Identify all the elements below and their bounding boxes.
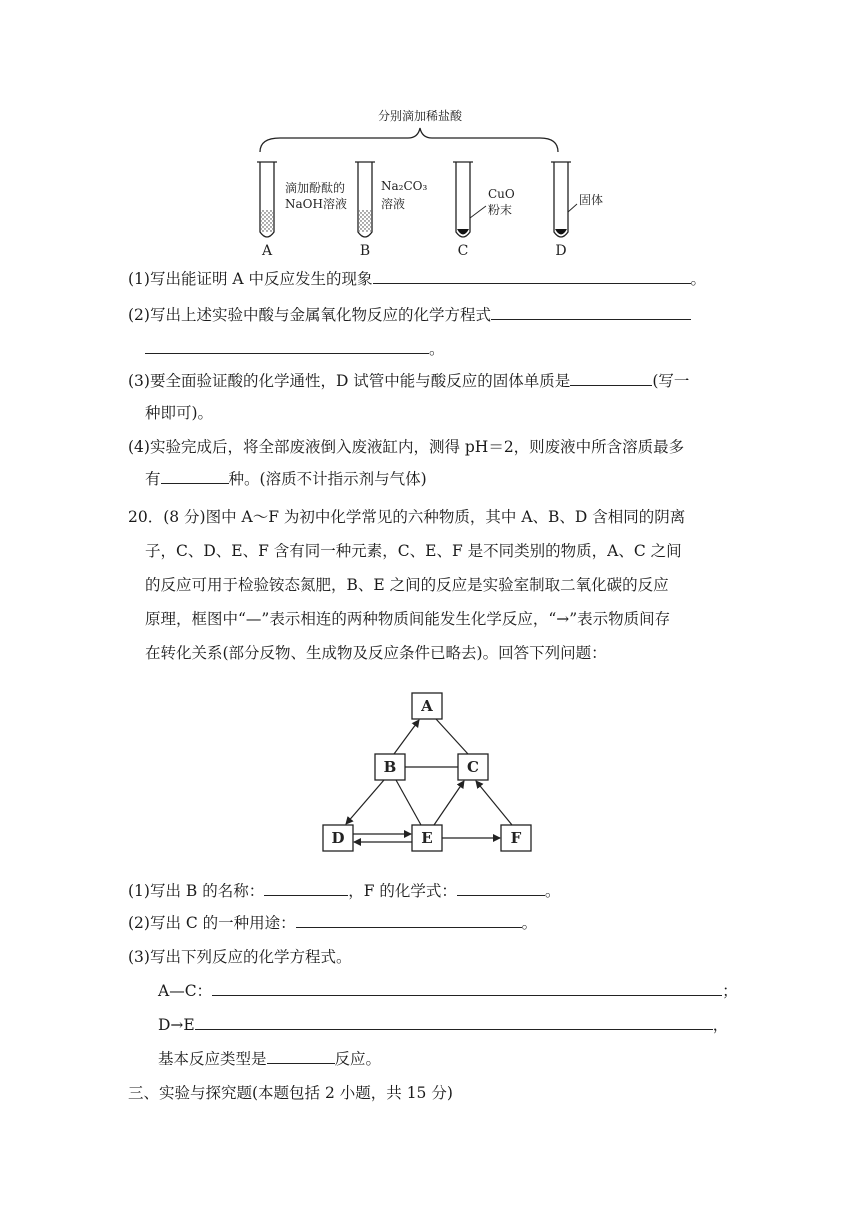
q20-eq2-blank[interactable] (195, 1014, 713, 1030)
edge-b-to-d (346, 780, 384, 824)
node-b: B (383, 758, 397, 776)
q20-stem-line-4: 原理，框图中“—”表示相连的两种物质间能发生化学反应，“→”表示物质间存 (145, 610, 671, 628)
q20-type-blank[interactable] (267, 1048, 335, 1064)
edge-f-to-c (476, 781, 512, 825)
q19-part4: (4)实验完成后，将全部废液倒入废液缸内，测得 pH＝2，则废液中所含溶质最多 (128, 438, 685, 456)
node-f: F (510, 829, 522, 847)
q20-part2: (2)写出 C 的一种用途： 。 (128, 914, 538, 932)
test-tube-b (355, 162, 427, 259)
q20-p1-blank-1[interactable] (264, 880, 348, 896)
tube-c-letter: C (457, 243, 469, 259)
q20-part1: (1)写出 B 的名称： ，F 的化学式： 。 (128, 882, 561, 900)
node-d: D (331, 829, 345, 847)
q20-p2-blank[interactable] (296, 912, 522, 928)
q20-eq1-blank[interactable] (212, 980, 722, 996)
q19-part1: (1)写出能证明 A 中反应发生的现象 。 (128, 270, 707, 288)
test-tube-c (453, 162, 515, 259)
tube-c-label-1: CuO (488, 187, 515, 201)
q19-part3-line2: 种即可)。 (145, 404, 214, 422)
q20-stem-line-2: 子，C、D、E、F 含有同一种元素，C、E、F 是不同类别的物质，A、C 之间 (145, 542, 682, 560)
q20-reaction-type: 基本反应类型是 反应。 (158, 1050, 382, 1068)
q20-stem-line-5: 在转化关系(部分反物、生成物及反应条件已略去)。回答下列问题： (145, 644, 607, 662)
edge-b-e (396, 780, 421, 825)
q19-part2: (2)写出上述实验中酸与金属氧化物反应的化学方程式 (128, 304, 691, 326)
edge-c-a (436, 719, 468, 754)
figure-top-label: 分别滴加稀盐酸 (377, 109, 463, 123)
q20-stem-line-1: 20．(8 分)图中 A～F 为初中化学常见的六种物质，其中 A、B、D 含相同的阴离 (128, 508, 686, 526)
edge-b-to-a (394, 720, 419, 754)
tube-b-label-1: Na₂CO₃ (381, 179, 428, 193)
tube-d-label-1: 固体 (579, 193, 604, 207)
q19-part3: (3)要全面验证酸的化学通性，D 试管中能与酸反应的固体单质是 (写一 (128, 372, 690, 390)
edge-e-to-c (434, 781, 464, 825)
tube-b-label-2: 溶液 (381, 197, 406, 211)
q19-p4-blank[interactable] (161, 468, 229, 484)
q19-part4-line2: 有 种。(溶质不计指示剂与气体) (145, 470, 427, 488)
node-e: E (421, 829, 433, 847)
tube-a-label-1: 滴加酚酞的 (285, 181, 346, 195)
test-tubes-figure (240, 100, 620, 262)
q20-p1-blank-2[interactable] (457, 880, 545, 896)
q20-part3: (3)写出下列反应的化学方程式。 (128, 948, 352, 966)
q20-eq-a-c: A—C： ； (158, 982, 738, 1000)
tube-c-label-2: 粉末 (488, 203, 513, 217)
tube-d-letter: D (555, 243, 567, 259)
q19-p1-blank[interactable] (373, 268, 691, 284)
test-tube-d (551, 162, 603, 259)
tube-b-letter: B (359, 243, 371, 259)
test-tube-a (257, 162, 347, 259)
q19-p2-blank-1[interactable] (491, 304, 691, 320)
node-a: A (421, 697, 433, 715)
q19-part2-line2: 。 (145, 338, 445, 360)
q20-eq-d-e: D→E ， (158, 1016, 729, 1034)
tube-a-letter: A (261, 243, 273, 259)
tube-a-label-2: NaOH溶液 (285, 197, 347, 211)
relation-diagram (318, 688, 542, 858)
brace-icon (260, 128, 558, 152)
node-c: C (467, 758, 479, 776)
q19-p3-blank[interactable] (570, 370, 652, 386)
q20-stem-line-3: 的反应可用于检验铵态氮肥，B、E 之间的反应是实验室制取二氧化碳的反应 (145, 576, 669, 594)
q19-p2-blank-2[interactable] (145, 338, 429, 354)
section-3-heading: 三、实验与探究题(本题包括 2 小题，共 15 分) (128, 1084, 453, 1102)
